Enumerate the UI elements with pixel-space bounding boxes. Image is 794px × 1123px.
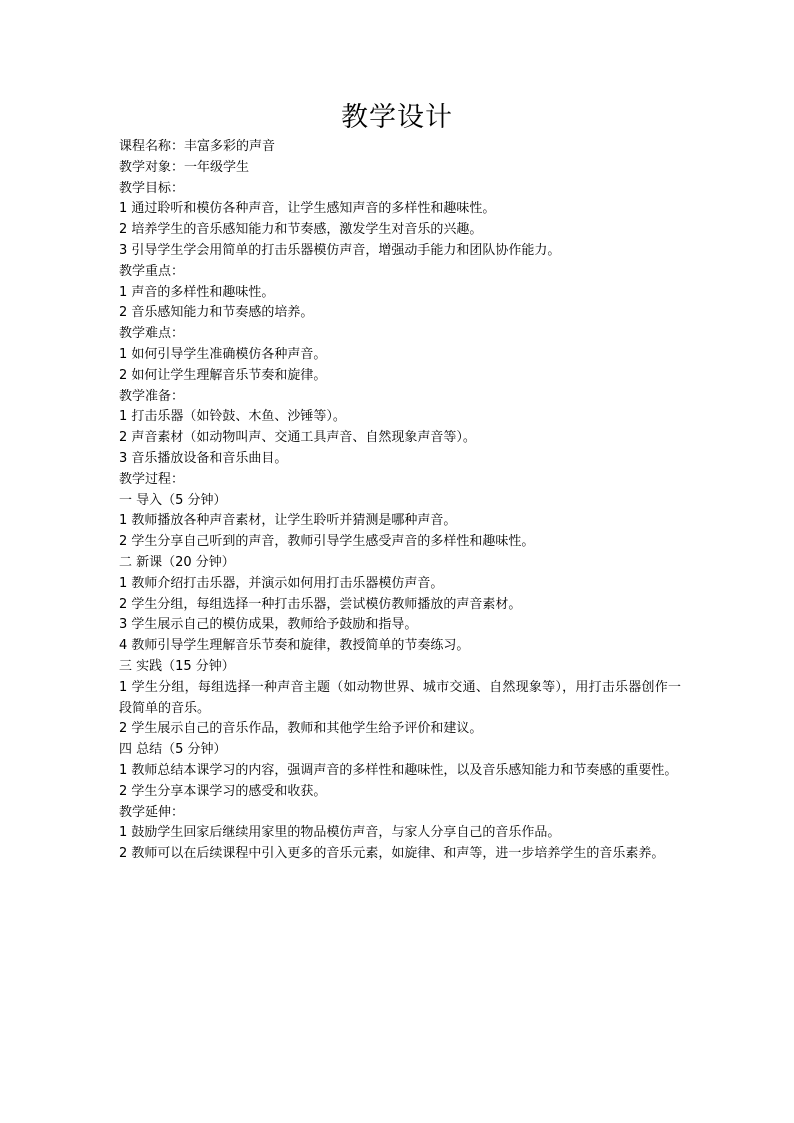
process-item: 2 学生分享自己听到的声音，教师引导学生感受声音的多样性和趣味性。: [119, 534, 535, 550]
preparation-item: 1 打击乐器（如铃鼓、木鱼、沙锤等）。: [119, 409, 346, 425]
section-heading-objectives: 教学目标：: [119, 180, 185, 196]
objective-item: 1 通过聆听和模仿各种声音，让学生感知声音的多样性和趣味性。: [119, 201, 496, 217]
key-point-item: 2 音乐感知能力和节奏感的培养。: [119, 305, 314, 321]
objective-item: 2 培养学生的音乐感知能力和节奏感，激发学生对音乐的兴趣。: [119, 222, 483, 238]
section-heading-extension: 教学延伸：: [119, 804, 185, 820]
teaching-target-line: 教学对象：一年级学生: [119, 159, 250, 175]
process-item: 1 教师播放各种声音素材，让学生聆听并猜测是哪种声音。: [119, 513, 457, 529]
section-heading-process: 教学过程：: [119, 471, 185, 487]
process-step-heading: 四 总结（5 分钟）: [119, 742, 227, 758]
process-step-heading: 三 实践（15 分钟）: [119, 658, 235, 674]
document-title: 教学设计: [341, 102, 453, 133]
process-step-heading: 二 新课（20 分钟）: [119, 554, 235, 570]
process-item: 4 教师引导学生理解音乐节奏和旋律，教授简单的节奏练习。: [119, 638, 470, 654]
process-step-heading: 一 导入（5 分钟）: [119, 492, 227, 508]
section-heading-preparation: 教学准备：: [119, 388, 185, 404]
document-body: [119, 137, 681, 865]
extension-item: 2 教师可以在后续课程中引入更多的音乐元素，如旋律、和声等，进一步培养学生的音乐素养。: [119, 846, 665, 862]
process-item: 2 学生展示自己的音乐作品，教师和其他学生给予评价和建议。: [119, 721, 483, 737]
difficulty-item: 2 如何让学生理解音乐节奏和旋律。: [119, 367, 327, 383]
section-heading-difficulties: 教学难点：: [119, 326, 185, 342]
key-point-item: 1 声音的多样性和趣味性。: [119, 284, 275, 300]
process-item: 3 学生展示自己的模仿成果，教师给予鼓励和指导。: [119, 617, 418, 633]
process-item: 2 学生分享本课学习的感受和收获。: [119, 783, 327, 799]
extension-item: 1 鼓励学生回家后继续用家里的物品模仿声音，与家人分享自己的音乐作品。: [119, 825, 561, 841]
preparation-item: 2 声音素材（如动物叫声、交通工具声音、自然现象声音等）。: [119, 430, 476, 446]
course-name-line: 课程名称：丰富多彩的声音: [119, 139, 276, 154]
difficulty-item: 1 如何引导学生准确模仿各种声音。: [119, 346, 327, 362]
process-item: 2 学生分组，每组选择一种打击乐器，尝试模仿教师播放的声音素材。: [119, 596, 522, 612]
process-item: 1 教师总结本课学习的内容，强调声音的多样性和趣味性，以及音乐感知能力和节奏感的重要性。: [119, 762, 678, 778]
preparation-item: 3 音乐播放设备和音乐曲目。: [119, 450, 288, 466]
process-item: 1 教师介绍打击乐器，并演示如何用打击乐器模仿声音。: [119, 575, 444, 591]
process-item: 1 学生分组，每组选择一种声音主题（如动物世界、城市交通、自然现象等），用打击乐器创作一段简单的音乐。: [119, 679, 681, 716]
objective-item: 3 引导学生学会用简单的打击乐器模仿声音，增强动手能力和团队协作能力。: [119, 242, 561, 258]
section-heading-key-points: 教学重点：: [119, 263, 185, 279]
